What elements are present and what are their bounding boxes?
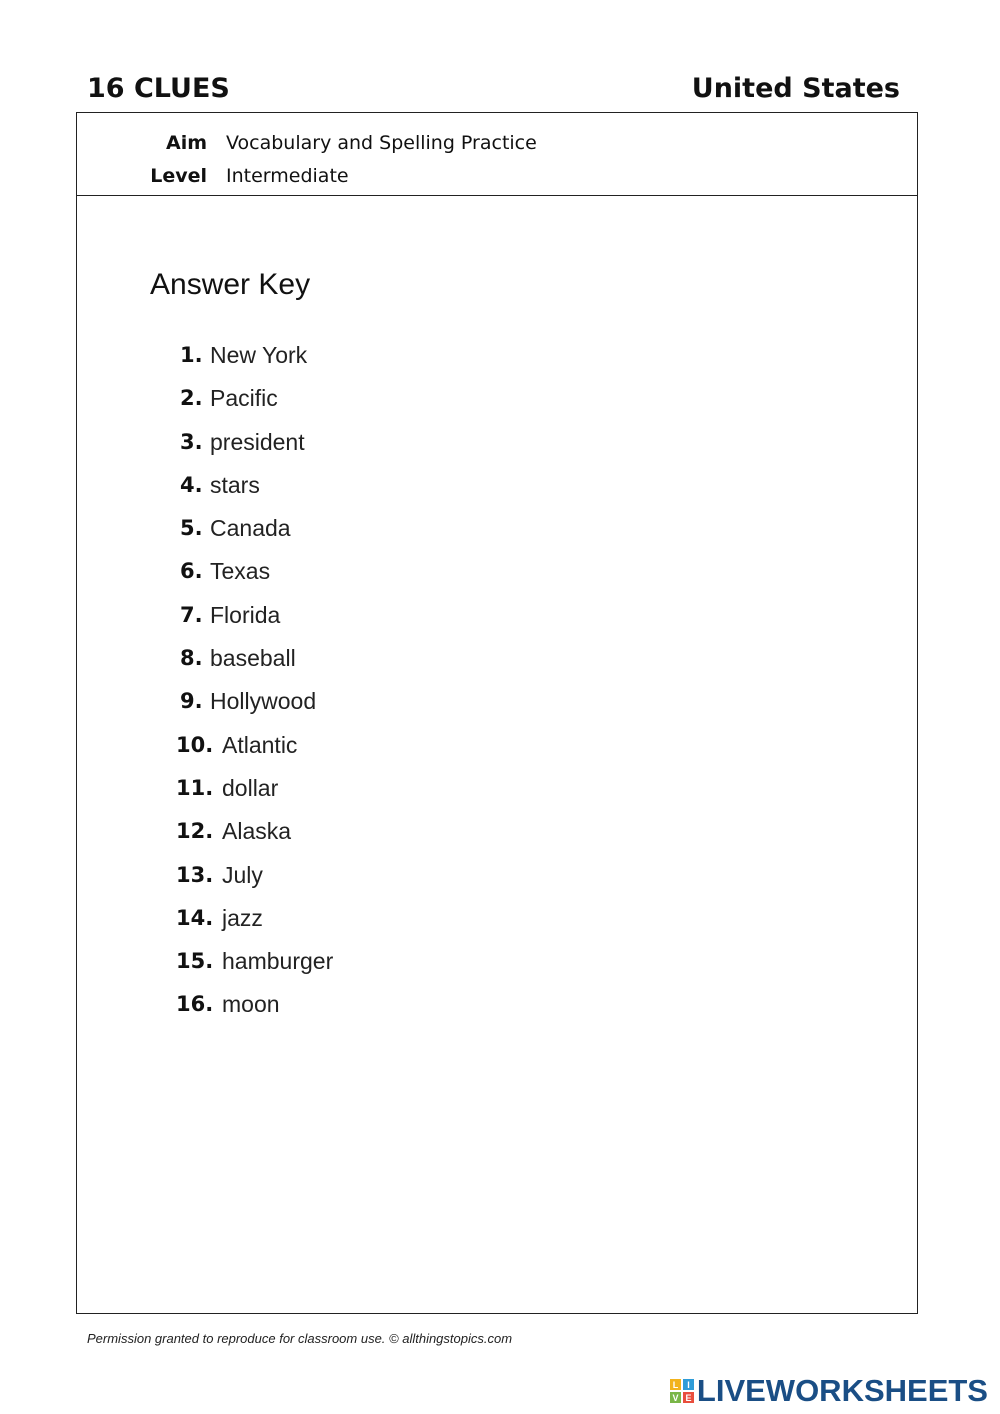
answer-number: 7. <box>180 602 203 627</box>
answer-item <box>77 813 917 856</box>
answer-number: 13. <box>176 862 214 887</box>
answer-item <box>77 683 917 726</box>
answer-item <box>77 467 917 510</box>
answer-key-heading: Answer Key <box>150 268 311 301</box>
worksheet-frame <box>76 112 918 1314</box>
answer-text: New York <box>210 342 308 368</box>
answer-item <box>77 986 917 1029</box>
answer-text: Texas <box>210 558 271 585</box>
answer-number: 8. <box>180 646 203 671</box>
svg-text:V: V <box>672 1393 679 1403</box>
answer-text: president <box>210 428 305 455</box>
answer-text: moon <box>222 991 280 1018</box>
answer-number: 2. <box>180 386 203 411</box>
answer-item <box>77 770 917 813</box>
answer-number: 12. <box>176 819 214 844</box>
answer-list <box>77 337 917 1030</box>
answer-number: 11. <box>176 775 214 800</box>
answer-text: Pacific <box>210 385 278 412</box>
worksheet-title: 16 CLUES <box>87 73 230 104</box>
answer-text: Canada <box>210 515 291 542</box>
answer-item <box>77 900 917 943</box>
level-label: Level <box>150 165 207 187</box>
aim-value: Vocabulary and Spelling Practice <box>226 132 537 154</box>
level-value: Intermediate <box>226 165 349 187</box>
liveworksheets-brand[interactable] <box>670 1373 988 1409</box>
answer-item <box>77 337 917 380</box>
answer-number: 5. <box>180 516 203 541</box>
answer-item <box>77 510 917 553</box>
answer-text: Florida <box>210 601 281 628</box>
answer-text: jazz <box>222 904 263 931</box>
answer-number: 15. <box>176 949 214 974</box>
answer-number: 4. <box>180 472 203 497</box>
permission-footer: Permission granted to reproduce for classroom use. © allthingstopics.com <box>87 1331 513 1346</box>
answer-text: Atlantic <box>222 731 298 758</box>
answer-number: 10. <box>176 732 214 757</box>
answer-text: baseball <box>210 645 296 672</box>
answer-item <box>77 727 917 770</box>
svg-text:E: E <box>685 1393 692 1403</box>
answer-item <box>77 857 917 900</box>
answer-text: hamburger <box>222 948 334 975</box>
meta-section <box>77 113 917 196</box>
liveworksheets-wordmark: LIVEWORKSHEETS <box>696 1373 988 1408</box>
worksheet-topic: United States <box>691 73 900 104</box>
answer-number: 16. <box>176 992 214 1017</box>
answer-text: July <box>222 861 263 888</box>
answer-item <box>77 424 917 467</box>
answer-number: 1. <box>180 343 203 367</box>
answer-number: 6. <box>180 559 203 584</box>
answer-number: 14. <box>176 905 214 930</box>
answer-text: stars <box>210 471 260 498</box>
answer-text: Alaska <box>222 818 292 845</box>
answer-number: 3. <box>180 429 203 454</box>
answer-item <box>77 943 917 986</box>
answer-item <box>77 597 917 640</box>
answer-number: 9. <box>180 689 203 714</box>
svg-text:I: I <box>687 1380 690 1390</box>
aim-label: Aim <box>165 132 207 154</box>
answer-text: dollar <box>222 774 279 801</box>
answer-item <box>77 553 917 596</box>
answer-item <box>77 640 917 683</box>
answer-item <box>77 380 917 423</box>
answer-text: Hollywood <box>210 688 317 715</box>
liveworksheets-logo-icon <box>670 1379 694 1403</box>
svg-text:L: L <box>672 1380 679 1390</box>
